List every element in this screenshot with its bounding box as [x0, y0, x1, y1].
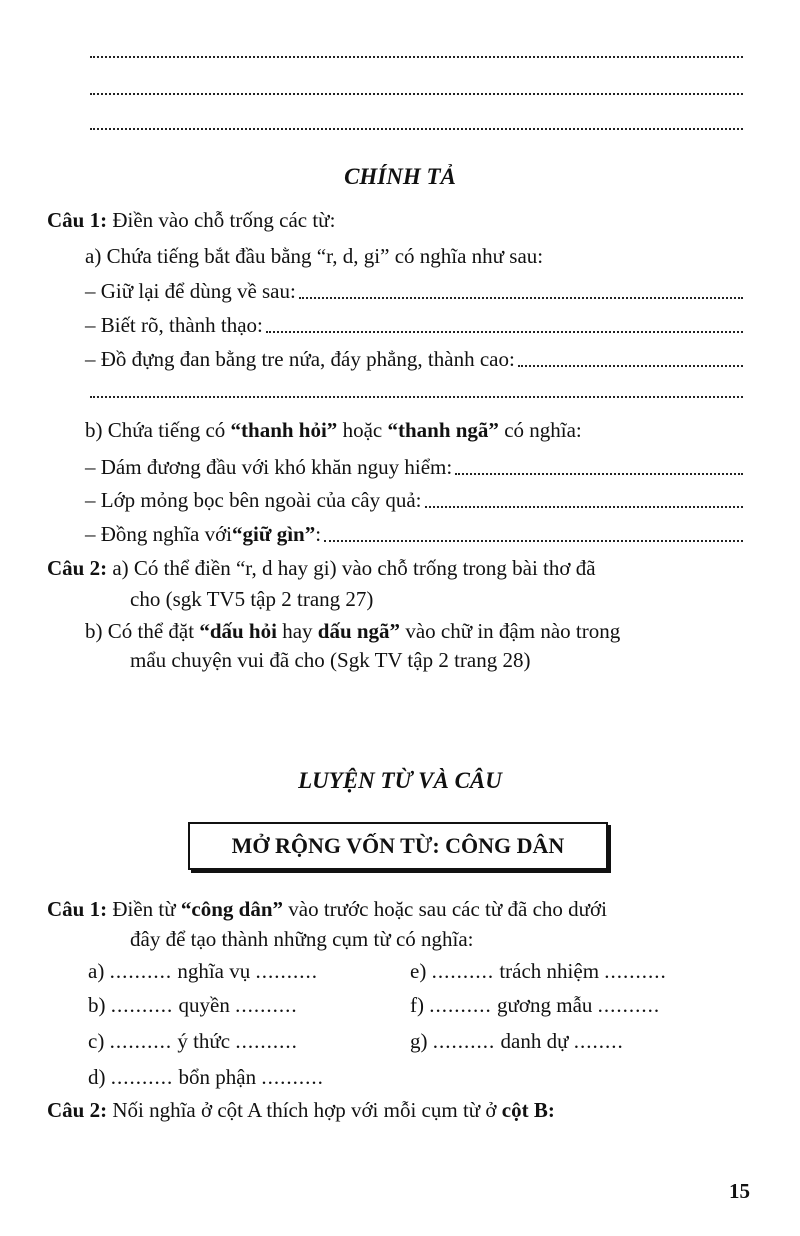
fill-word-item: a) .......... nghĩa vụ .......... — [88, 959, 318, 983]
question-1: Câu 1: Điền từ “công dân” vào trước hoặc sau các từ đã cho dưới — [47, 897, 607, 921]
fill-item: – Biết rõ, thành thạo: — [85, 310, 743, 340]
question-2: Câu 2: a) Có thể điền “r, d hay gi) vào chỗ trống trong bài thơ đã — [47, 556, 596, 580]
fill-item: – Dám đương đầu với khó khăn nguy hiểm: — [85, 452, 743, 482]
question-2-b: b) Có thể đặt “dấu hỏi hay dấu ngã” vào chữ in đậm nào trong — [85, 619, 621, 643]
question-label: Câu 1: — [47, 897, 108, 921]
answer-line — [299, 297, 743, 299]
question-1 — [47, 205, 335, 235]
section-title-chinh-ta: CHÍNH TẢ — [344, 164, 456, 189]
fill-item: – Lớp mỏng bọc bên ngoài của cây quả: — [85, 485, 743, 515]
answer-line — [90, 128, 743, 130]
section-title-luyen-tu-va-cau: LUYỆN TỪ VÀ CÂU — [298, 768, 502, 793]
fill-word-item: d) .......... bổn phận .......... — [88, 1065, 324, 1089]
fill-word-item: e) .......... trách nhiệm .......... — [410, 959, 667, 983]
answer-line — [518, 365, 743, 367]
answer-line — [90, 56, 743, 58]
part-a-intro: a) Chứa tiếng bắt đầu bằng “r, d, gi” có nghĩa như sau: — [85, 244, 544, 268]
part-b-intro: b) Chứa tiếng có “thanh hỏi” hoặc “thanh ngã” có nghĩa: — [85, 418, 582, 442]
answer-line — [455, 473, 743, 475]
answer-line — [266, 331, 743, 333]
fill-word-item: c) .......... ý thức .......... — [88, 1029, 298, 1053]
page-number: 15 — [729, 1179, 750, 1203]
fill-item: – Giữ lại để dùng về sau: — [85, 276, 743, 306]
fill-item: – Đồng nghĩa với “giữ gìn” : — [85, 519, 743, 549]
question-label: Câu 2: — [47, 556, 108, 580]
answer-line — [90, 396, 743, 398]
question-label: Câu 2: — [47, 1098, 108, 1122]
question-2-b-cont: mẩu chuyện vui đã cho (Sgk TV tập 2 trang 28) — [130, 648, 531, 672]
answer-line — [324, 540, 743, 542]
fill-word-item: g) .......... danh dự ........ — [410, 1029, 624, 1053]
question-2-a-cont: cho (sgk TV5 tập 2 trang 27) — [130, 587, 374, 611]
question-text: Điền vào chỗ trống các từ: — [112, 208, 336, 232]
answer-line — [90, 93, 743, 95]
fill-word-item: f) .......... gương mẫu .......... — [410, 993, 661, 1017]
question-2: Câu 2: Nối nghĩa ở cột A thích hợp với mỗi cụm từ ở cột B: — [47, 1098, 555, 1122]
answer-line — [425, 506, 743, 508]
fill-word-item: b) .......... quyền .......... — [88, 993, 298, 1017]
topic-box: MỞ RỘNG VỐN TỪ: CÔNG DÂN — [188, 822, 608, 870]
fill-item: – Đồ đựng đan bằng tre nứa, đáy phẳng, thành cao: — [85, 344, 743, 374]
question-1-cont: đây để tạo thành những cụm từ có nghĩa: — [130, 927, 474, 951]
question-label: Câu 1: — [47, 208, 108, 232]
